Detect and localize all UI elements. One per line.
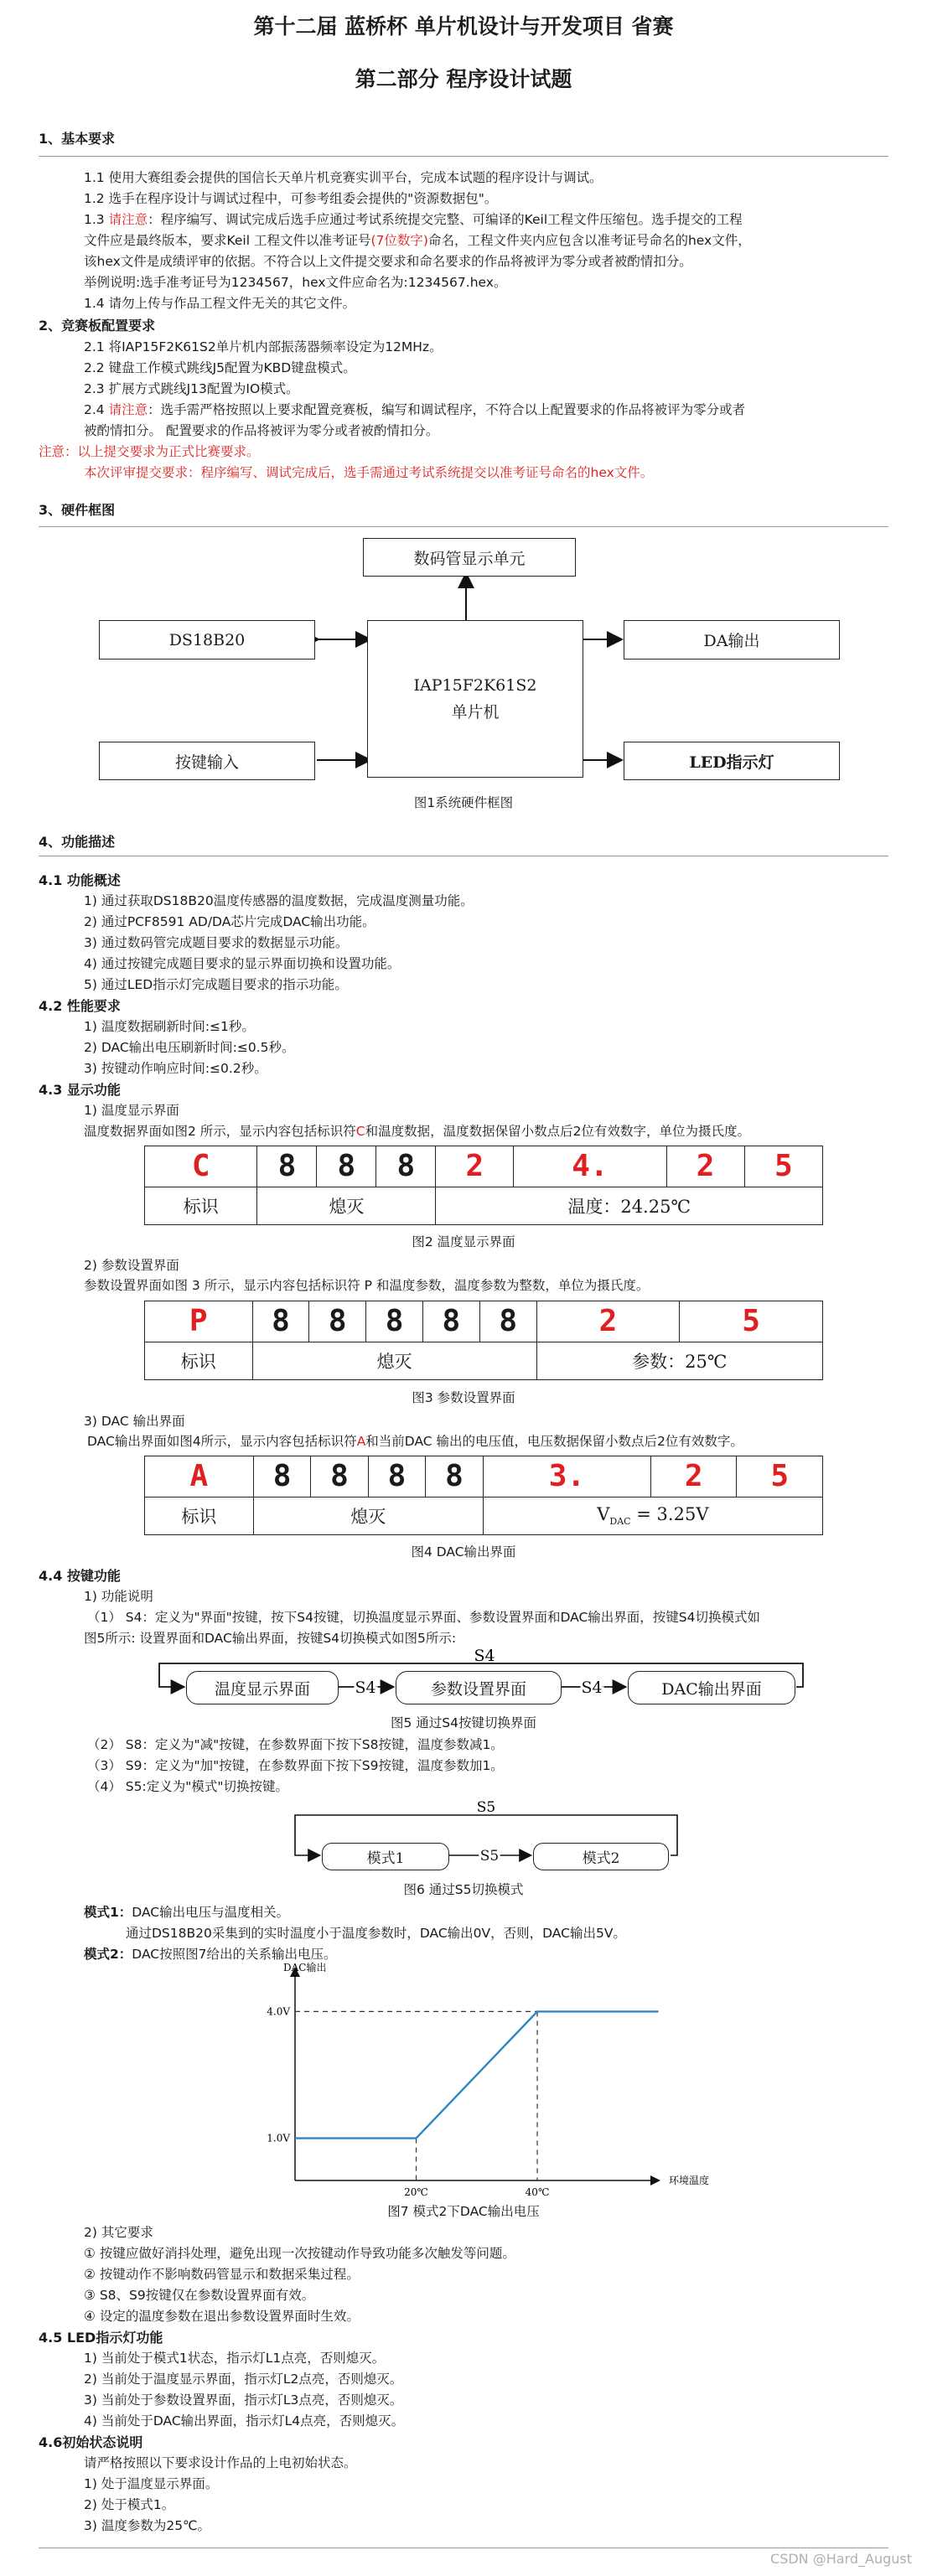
l1: 1) 当前处于模式1状态，指示灯L1点亮，否则熄灭。 <box>84 2351 386 2366</box>
fig2-label-row <box>145 1187 823 1225</box>
s1-p3-line3: 该hex文件是成绩评审的依据。不符合以上文件提交要求和命名要求的作品将被评为零分或者被酌情扣分。 <box>84 254 692 269</box>
o2: ② 按键动作不影响数码管显示和数据采集过程。 <box>84 2267 360 2282</box>
fig4-label: 标识 <box>145 1497 254 1535</box>
led-box: LED指示灯 <box>624 742 840 780</box>
d3-title: 3) DAC 输出界面 <box>84 1414 185 1429</box>
s1-p3-rest: ：程序编写、调试完成后选手应通过考试系统提交完整、可编译的Keil工程文件压缩包。选手提交的工程 <box>148 212 743 227</box>
fig3-digit: 2 <box>536 1301 680 1342</box>
fig6-caption: 图6 通过S5切换模式 <box>403 1882 524 1897</box>
k1-line2: 图5所示: 设置界面和DAC输出界面，按键S4切换模式如图5所示: <box>84 1631 457 1646</box>
fig5-state-param: 参数设置界面 <box>396 1671 562 1704</box>
fig6-mode-1: 模式1 <box>322 1843 449 1870</box>
fig5-caption: 图5 通过S4按键切换界面 <box>391 1715 536 1730</box>
i3: 3) 温度参数为25℃。 <box>84 2518 210 2533</box>
mode1-line <box>84 1902 289 1923</box>
x-tick-label: 40℃ <box>525 2186 550 2198</box>
mcu-label: 单片机 <box>451 702 500 722</box>
fig4-label-row <box>145 1497 823 1535</box>
fig6-top-label: S5 <box>476 1799 496 1816</box>
doc-title: 第十二届 蓝桥杯 单片机设计与开发项目 省赛 <box>253 14 674 39</box>
section-1-rule <box>39 156 888 157</box>
note-review: 本次评审提交要求：程序编写、调试完成后，选手需通过考试系统提交以准考证号命名的hex文件。 <box>84 465 654 480</box>
watermark: CSDN @Hard_August <box>770 2551 912 2567</box>
fig2-caption: 图2 温度显示界面 <box>412 1234 515 1249</box>
d3-text <box>87 1431 743 1452</box>
fig4-digit: 3. <box>483 1456 650 1497</box>
s2-p4-line2: 被酌情扣分。 配置要求的作品将被评为零分或者被酌情扣分。 <box>84 423 439 438</box>
s2-p2: 2.2 键盘工作模式跳线J5配置为KBD键盘模式。 <box>84 360 356 375</box>
l3: 3) 当前处于参数设置界面，指示灯L3点亮，否则熄灭。 <box>84 2392 403 2408</box>
perf1: 1) 温度数据刷新时间:≤1秒。 <box>84 1019 255 1034</box>
fig3-value: 参数：25℃ <box>536 1342 822 1380</box>
o4: ④ 设定的温度参数在退出参数设置界面时生效。 <box>84 2309 360 2324</box>
fig4-digit: 5 <box>737 1456 823 1497</box>
mcu-model: IAP15F2K61S2 <box>413 675 537 695</box>
o1: ① 按键应做好消抖处理，避免出现一次按键动作导致功能多次触发等问题。 <box>84 2246 515 2261</box>
perf3: 3) 按键动作响应时间:≤0.2秒。 <box>84 1061 267 1076</box>
d1-red: C <box>355 1124 365 1139</box>
s2-p1: 2.1 将IAP15F2K61S2单片机内部振荡器频率设定为12MHz。 <box>84 339 443 354</box>
k0: 1) 功能说明 <box>84 1589 153 1604</box>
y-tick-label: 1.0V <box>267 2132 290 2144</box>
l2: 2) 当前处于温度显示界面，指示灯L2点亮，否则熄灭。 <box>84 2372 403 2387</box>
s2-p4-rest: ：选手需严格按照以上要求配置竞赛板，编写和调试程序，不符合以上配置要求的作品将被评为零分或者 <box>148 402 746 417</box>
fig2-digit: 8 <box>317 1146 376 1187</box>
d2-text: 参数设置界面如图 3 所示，显示内容包括标识符 P 和温度参数，温度参数为整数，单位为摄氏度。 <box>84 1278 650 1293</box>
k1-line1: （1） S4：定义为"界面"按键，按下S4按键，切换温度显示界面、参数设置界面和DAC输出界面，按键S4切换模式如 <box>87 1610 760 1625</box>
f1: 1) 通过获取DS18B20温度传感器的温度数据，完成温度测量功能。 <box>84 893 474 908</box>
s1-p3-warning: 请注意 <box>108 212 148 227</box>
i1: 1) 处于温度显示界面。 <box>84 2476 219 2491</box>
k4: （4） S5:定义为"模式"切换按键。 <box>87 1779 288 1794</box>
fig2-digit: 4. <box>514 1146 666 1187</box>
x-tick-label: 20℃ <box>404 2186 428 2198</box>
fig4-digit: 8 <box>368 1456 425 1497</box>
s1-p3-l2a: 文件应是最终版本，要求Keil 工程文件以准考证号 <box>84 233 371 248</box>
s1-p3 <box>84 209 743 230</box>
fig5-state-temp: 温度显示界面 <box>186 1671 339 1704</box>
d2-title: 2) 参数设置界面 <box>84 1258 179 1273</box>
note-formal: 注意：以上提交要求为正式比赛要求。 <box>39 444 260 459</box>
fig2-digit: 8 <box>257 1146 317 1187</box>
da-output-box: DA输出 <box>624 620 840 660</box>
fig3-digit: 8 <box>309 1301 366 1342</box>
fig7-caption: 图7 模式2下DAC输出电压 <box>387 2204 540 2219</box>
k2: （2） S8：定义为"减"按键，在参数界面下按下S8按键，温度参数减1。 <box>87 1737 504 1752</box>
fig3-label-row <box>145 1342 823 1380</box>
perf2: 2) DAC输出电压刷新时间:≤0.5秒。 <box>84 1040 295 1055</box>
fig4-display-table <box>144 1456 823 1535</box>
s2-p4 <box>84 400 745 421</box>
fig3-digit: P <box>145 1301 253 1342</box>
fig6-svg <box>0 1795 927 1870</box>
fig3-digit: 8 <box>366 1301 423 1342</box>
l4: 4) 当前处于DAC输出界面，指示灯L4点亮，否则熄灭。 <box>84 2413 405 2429</box>
fig3-digit: 8 <box>422 1301 479 1342</box>
fig2-label: 标识 <box>145 1187 257 1225</box>
section-3-rule <box>39 526 888 527</box>
fig4-digit: 8 <box>311 1456 368 1497</box>
f2: 2) 通过PCF8591 AD/DA芯片完成DAC输出功能。 <box>84 914 375 929</box>
fig4-value-rest: = 3.25V <box>630 1504 709 1525</box>
fig4-digit: 2 <box>651 1456 737 1497</box>
s1-p4: 1.4 请勿上传与作品工程文件无关的其它文件。 <box>84 296 356 311</box>
mcu-box <box>367 620 583 778</box>
fig1-caption: 图1系统硬件框图 <box>413 795 514 810</box>
fig3-digit: 8 <box>479 1301 536 1342</box>
section-1-heading: 1、基本要求 <box>39 131 116 147</box>
fig4-digit: 8 <box>426 1456 483 1497</box>
fig4-value <box>483 1497 822 1535</box>
k3: （3） S9：定义为"加"按键，在参数界面下按下S9按键，温度参数加1。 <box>87 1758 504 1773</box>
fig3-label: 标识 <box>145 1342 253 1380</box>
y-axis-label: DAC输出 <box>283 1962 327 1973</box>
h44: 4.4 按键功能 <box>39 1568 121 1584</box>
fig3-caption: 图3 参数设置界面 <box>412 1390 515 1405</box>
fig3-display-table <box>144 1301 823 1380</box>
section-4-heading: 4、功能描述 <box>39 834 116 850</box>
ds18b20-box: DS18B20 <box>99 620 315 660</box>
s1-p3-l2-red: (7位数字) <box>370 233 428 248</box>
fig6-mode-2: 模式2 <box>533 1843 669 1870</box>
f5: 5) 通过LED指示灯完成题目要求的指示功能。 <box>84 977 348 992</box>
fig2-digit: 5 <box>744 1146 822 1187</box>
h46: 4.6初始状态说明 <box>39 2434 143 2450</box>
fig5-state-dac: DAC输出界面 <box>628 1671 795 1704</box>
h42: 4.2 性能要求 <box>39 998 121 1014</box>
s1-p3-line2 <box>84 230 751 251</box>
d3-red: A <box>356 1434 366 1449</box>
fig2-digit: C <box>145 1146 257 1187</box>
d1-text <box>84 1121 750 1142</box>
fig2-digit: 2 <box>666 1146 744 1187</box>
fig4-off: 熄灭 <box>253 1497 483 1535</box>
s1-p2: 1.2 选手在程序设计与调试过程中，可参考组委会提供的"资源数据包"。 <box>84 191 498 206</box>
fig2-digit: 2 <box>436 1146 514 1187</box>
y-tick-label: 4.0V <box>267 2005 290 2018</box>
fig3-digit: 5 <box>680 1301 823 1342</box>
mode1-text: DAC输出电压与温度相关。 <box>132 1905 290 1920</box>
fig2-off: 熄灭 <box>257 1187 436 1225</box>
o3: ③ S8、S9按键仅在参数设置界面有效。 <box>84 2288 315 2303</box>
s2-p4-warning: 请注意 <box>108 402 148 417</box>
other-title: 2) 其它要求 <box>84 2225 153 2240</box>
fig4-value-sub: DAC <box>609 1516 631 1528</box>
display-unit-box: 数码管显示单元 <box>363 538 576 577</box>
section-2-heading: 2、竞赛板配置要求 <box>39 318 156 334</box>
s1-p1: 1.1 使用大赛组委会提供的国信长天单片机竞赛实训平台，完成本试题的程序设计与调试。 <box>84 170 603 185</box>
fig2-value: 温度：24.25℃ <box>436 1187 823 1225</box>
mode2-label: 模式2： <box>84 1947 132 1962</box>
fig4-digit: A <box>145 1456 254 1497</box>
fig2-digit-row <box>145 1146 823 1187</box>
f3: 3) 通过数码管完成题目要求的数据显示功能。 <box>84 935 349 950</box>
f4: 4) 通过按键完成题目要求的显示界面切换和设置功能。 <box>84 956 401 971</box>
series-line <box>295 2011 659 2138</box>
mode1-label: 模式1： <box>84 1905 132 1920</box>
fig2-digit: 8 <box>376 1146 436 1187</box>
h41: 4.1 功能概述 <box>39 872 121 888</box>
fig5-arrow-2-label: S4 <box>581 1679 603 1697</box>
i2: 2) 处于模式1。 <box>84 2497 175 2512</box>
fig5-top-label: S4 <box>474 1647 495 1665</box>
fig4-caption: 图4 DAC输出界面 <box>411 1544 516 1560</box>
doc-subtitle: 第二部分 程序设计试题 <box>355 67 572 91</box>
fig7-chart <box>0 1953 927 2204</box>
d3-text-a: DAC输出界面如图4所示，显示内容包括标识符 <box>87 1434 357 1449</box>
fig4-digit-row <box>145 1456 823 1497</box>
x-axis-label: 环境温度 <box>669 2175 710 2186</box>
fig3-digit: 8 <box>252 1301 309 1342</box>
fig3-digit-row <box>145 1301 823 1342</box>
fig5-arrow-1-label: S4 <box>355 1679 376 1697</box>
i0: 请严格按照以下要求设计作品的上电初始状态。 <box>84 2455 357 2470</box>
d1-text-b: 和温度数据，温度数据保留小数点后2位有效数字，单位为摄氏度。 <box>365 1124 750 1139</box>
d3-text-b: 和当前DAC 输出的电压值，电压数据保留小数点后2位有效数字。 <box>365 1434 743 1449</box>
d1-text-a: 温度数据界面如图2 所示，显示内容包括标识符 <box>84 1124 356 1139</box>
section-3-heading: 3、硬件框图 <box>39 502 116 518</box>
mode2-text: DAC按照图7给出的关系输出电压。 <box>132 1947 337 1962</box>
d1-title: 1) 温度显示界面 <box>84 1103 179 1118</box>
keys-input-box: 按键输入 <box>99 742 315 780</box>
fig4-digit: 8 <box>253 1456 310 1497</box>
mode1-line2: 通过DS18B20采集到的实时温度小于温度参数时，DAC输出0V，否则，DAC输出5V。 <box>126 1926 626 1941</box>
s1-p3-num: 1.3 <box>84 212 109 227</box>
h43: 4.3 显示功能 <box>39 1082 121 1098</box>
fig4-value-v: V <box>597 1504 610 1525</box>
s1-p3-l2b: 命名，工程文件夹内应包含以准考证号命名的hex文件， <box>427 233 751 248</box>
fig2-display-table <box>144 1146 823 1225</box>
fig3-off: 熄灭 <box>252 1342 536 1380</box>
s2-p3: 2.3 扩展方式跳线J13配置为IO模式。 <box>84 381 299 396</box>
s2-p4-num: 2.4 <box>84 402 109 417</box>
fig6-arrow-label: S5 <box>479 1848 500 1865</box>
s1-p3-line4: 举例说明:选手准考证号为1234567，hex文件应命名为:1234567.hex。 <box>84 275 507 290</box>
h45: 4.5 LED指示灯功能 <box>39 2330 163 2346</box>
